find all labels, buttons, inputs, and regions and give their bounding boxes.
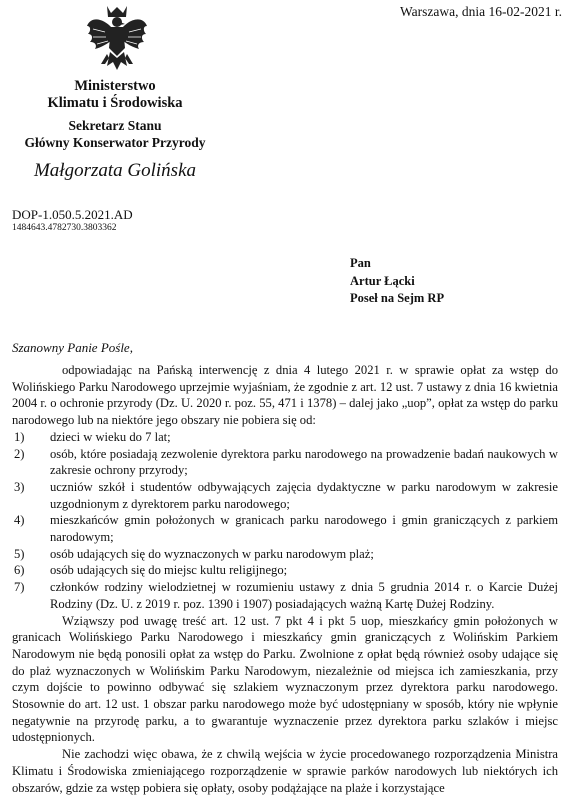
list-item-text: uczniów szkół i studentów odbywających zajęcia dydaktyczne w parku narodowym w zakresie uzgodnionym z dyrektorem parku narodowego; bbox=[50, 479, 558, 511]
salutation: Szanowny Panie Pośle, bbox=[12, 340, 133, 355]
list-item-number: 5) bbox=[14, 546, 25, 561]
eagle-emblem-icon bbox=[85, 4, 149, 76]
recipient-address bbox=[350, 255, 444, 308]
list-item bbox=[12, 579, 558, 612]
signatory-name: Małgorzata Golińska bbox=[33, 160, 197, 181]
list-item-number: 4) bbox=[14, 513, 25, 528]
reference-number: DOP-1.050.5.2021.AD bbox=[12, 207, 133, 222]
list-item bbox=[12, 562, 558, 579]
role-line-1: Sekretarz Stanu bbox=[68, 118, 162, 133]
list-item bbox=[12, 429, 558, 446]
list-item-text: mieszkańców gmin położonych w granicach parku narodowego i gmin graniczących z parkiem narodowym; bbox=[50, 513, 558, 545]
recipient-line-3: Poseł na Sejm RP bbox=[350, 291, 445, 305]
paragraph-3: Nie zachodzi więc obawa, że z chwilą wejścia w życie procedowanego rozporządzenia Ministra Klimatu i Środowiska zmieniającego rozporządzenie w sprawie parków narodowych lub niektórych ich obszarów, gdzie za wstęp pobiera się opłaty, osoby podążające na plaże i korzystające bbox=[12, 747, 558, 795]
recipient-line-1: Pan bbox=[350, 256, 371, 270]
letter-body bbox=[12, 362, 558, 796]
list-item-number: 1) bbox=[14, 429, 25, 444]
list-item-text: członków rodziny wielodzietnej w rozumieniu ustawy z dnia 5 grudnia 2014 r. o Karcie Dużej Rodziny (Dz. U. z 2019 r. poz. 1390 i 1907) posiadających ważną Kartę Dużej Rodziny. bbox=[50, 580, 558, 611]
letter-date: Warszawa, dnia 16-02-2021 r. bbox=[400, 4, 562, 19]
list-item-text: osób udających się do miejsc kultu religijnego; bbox=[50, 563, 288, 578]
list-item-text: osób, które posiadają zezwolenie dyrektora parku narodowego na prowadzenie badań naukowych w zakresie ochrony przyrody; bbox=[50, 446, 558, 478]
list-item-number: 7) bbox=[14, 580, 25, 595]
intro-paragraph: odpowiadając na Pańską interwencję z dnia 4 lutego 2021 r. w sprawie opłat za wstęp do Wolińskiego Parku Narodowego uprzejmie wyjaśniam, że zgodnie z art. 12 ust. 7 ustawy z dnia 16 kwietnia 2004 r. o ochronie przyrody (Dz. U. 2020 r. poz. 55, 471 i 1378) – dalej jako „uop”, opłat za wstęp do parku narodowego lub na niektóre jego obszary nie pobiera się od: bbox=[12, 363, 558, 428]
list-item-number: 3) bbox=[14, 479, 25, 494]
list-item-text: dzieci w wieku do 7 lat; bbox=[50, 429, 171, 444]
list-item bbox=[12, 546, 558, 563]
exemption-list bbox=[12, 429, 558, 613]
ministry-name bbox=[0, 78, 230, 112]
signatory-role bbox=[0, 117, 230, 151]
ministry-line-2: Klimatu i Środowiska bbox=[47, 95, 183, 111]
list-item bbox=[12, 479, 558, 512]
list-item-number: 2) bbox=[14, 446, 25, 461]
list-item-text: osób udających się do wyznaczonych w parku narodowym plaż; bbox=[50, 546, 374, 561]
document-id: 1484643.4782730.3803362 bbox=[12, 223, 117, 233]
role-line-2: Główny Konserwator Przyrody bbox=[24, 135, 206, 150]
paragraph-2: Wziąwszy pod uwagę treść art. 12 ust. 7 pkt 4 i pkt 5 uop, mieszkańcy gmin położonych w granicach Wolińskiego Parku Narodowego i mieszkańcy gmin graniczących z Wolińskim Parkiem Narodowym nie będą ponosili opłat za wstęp do Parku. Zwolnione z opłat będą również osoby udające się do plaż wyznaczonych w Wolińskim Parku Narodowym, niezależnie od miejsca ich zamieszkania, przy czym dojście to powinno odbywać się szlakiem wyznaczonym przez dyrektora parku narodowego. Stosownie do art. 12 ust. 1 obszar parku narodowego może być udostępniany w sposób, który nie wpłynie negatywnie na przyrodę parku, a to gwarantuje wyznaczenie przez dyrektora parku szlaków i miejsc udostępnionych. bbox=[12, 613, 558, 745]
list-item bbox=[12, 446, 558, 479]
recipient-line-2: Artur Łącki bbox=[350, 273, 415, 288]
list-item bbox=[12, 512, 558, 545]
ministry-line-1: Ministerstwo bbox=[74, 78, 156, 94]
list-item-number: 6) bbox=[14, 563, 25, 578]
